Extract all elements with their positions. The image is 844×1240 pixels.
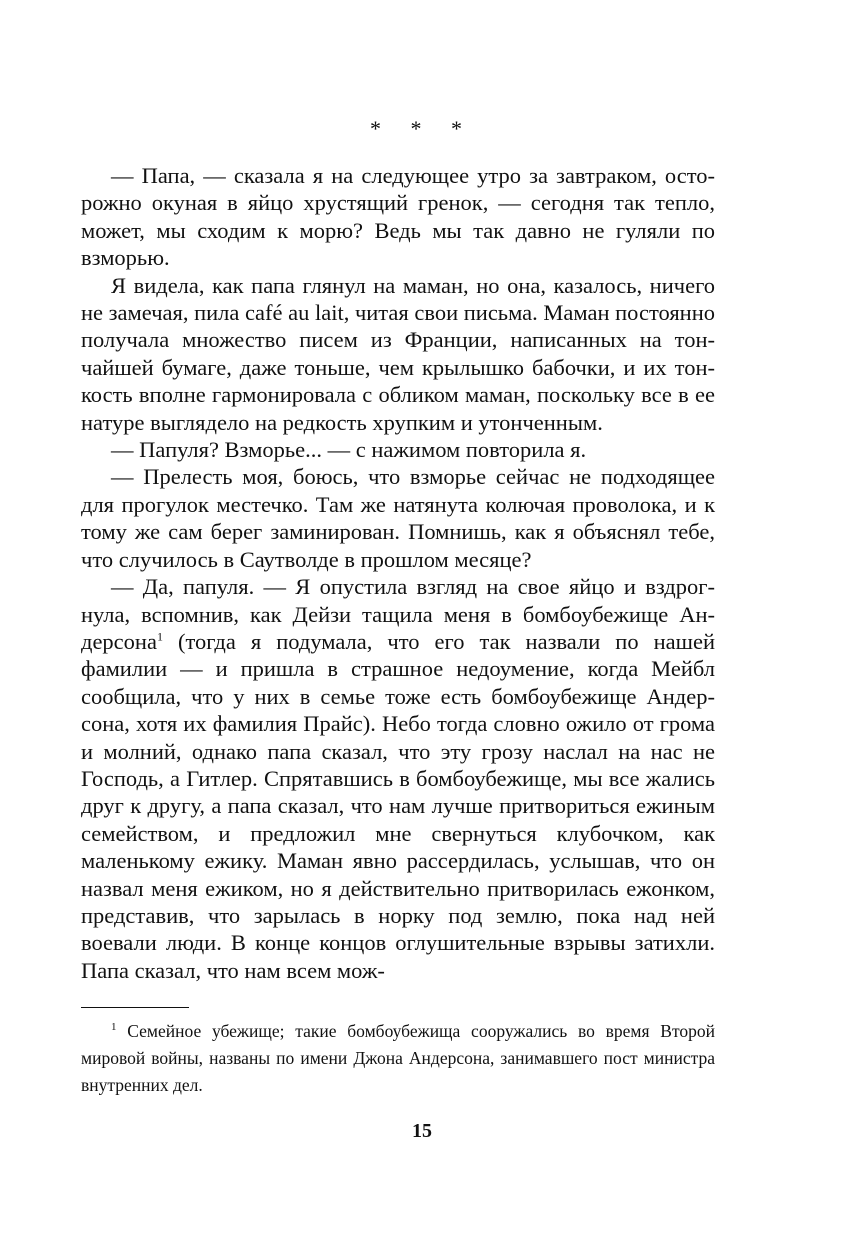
paragraph: — Папа, — сказала я на следующее утро за завтраком, осторожно окуная в яйцо хрустящий гренок, — сегодня так тепло, может, мы сходим к морю? Ведь мы так давно не гуляли по взморью. [81,163,715,271]
paragraph [81,573,715,984]
page-number: 15 [412,1120,432,1142]
footnote-marker: 1 [111,1021,117,1034]
paragraph-text: — Да, папуля. — Я опустила взгляд на свое яйцо и вздрогнула, вспомнив, как Дейзи тащила меня в бомбоубежище Андерсона [81,574,715,654]
body-text [81,162,715,984]
paragraph: Я видела, как папа глянул на маман, но она, казалось, ничего не замечая, пила café au lait, читая свои письма. Маман постоянно получала множество писем из Франции, написанных на тончайшей бумаге, даже тоньше, чем крылышко бабочки, и их тонкость вполне гармонировала с обликом маман, поскольку все в ее натуре выглядело на редкость хрупким и утонченным. [81,272,715,435]
footnote-reference: 1 [156,629,163,644]
paragraph: — Прелесть моя, боюсь, что взморье сейчас не подходящее для прогулок местечко. Там же натянута колючая проволока, и к тому же сам берег заминирован. Помнишь, как я объяснял тебе, что случилось в Саутволде в прошлом месяце? [81,464,715,572]
footnote-divider [81,1007,189,1008]
paragraph-text: (тогда я подумала, что его так назвали по нашей фамилии — и пришла в страшное недоумение, когда Мейбл сообщила, что у них в семье тоже есть бомбоубежище Андерсона, хотя их фамилия Прайс). Небо тогда словно ожило от грома и молний, однако папа сказал, что эту грозу наслал на нас не Господь, а Гитлер. Спрятавшись в бомбоубежище, мы все жались друг к другу, а папа сказал, что нам лучше притвориться ежиным семейством, и предложил мне свернуться клубочком, как маленькому ежику. Маман явно рассердилась, услышав, что он назвал меня ежиком, но я действительно притворилась ежонком, представив, что зарылась в норку под землю, пока над ней воевали люди. В конце концов оглушительные взрывы затихли. Папа сказал, что нам всем мож- [81,628,715,983]
section-separator: * * * [370,116,474,141]
footnote [81,1018,715,1099]
paragraph: — Папуля? Взморье... — с нажимом повторила я. [111,437,587,463]
footnote-text: Семейное убежище; такие бомбоубежища сооружались во время Второй мировой войны, названы по имени Джона Андерсона, занимавшего пост министра внутренних дел. [81,1021,715,1095]
